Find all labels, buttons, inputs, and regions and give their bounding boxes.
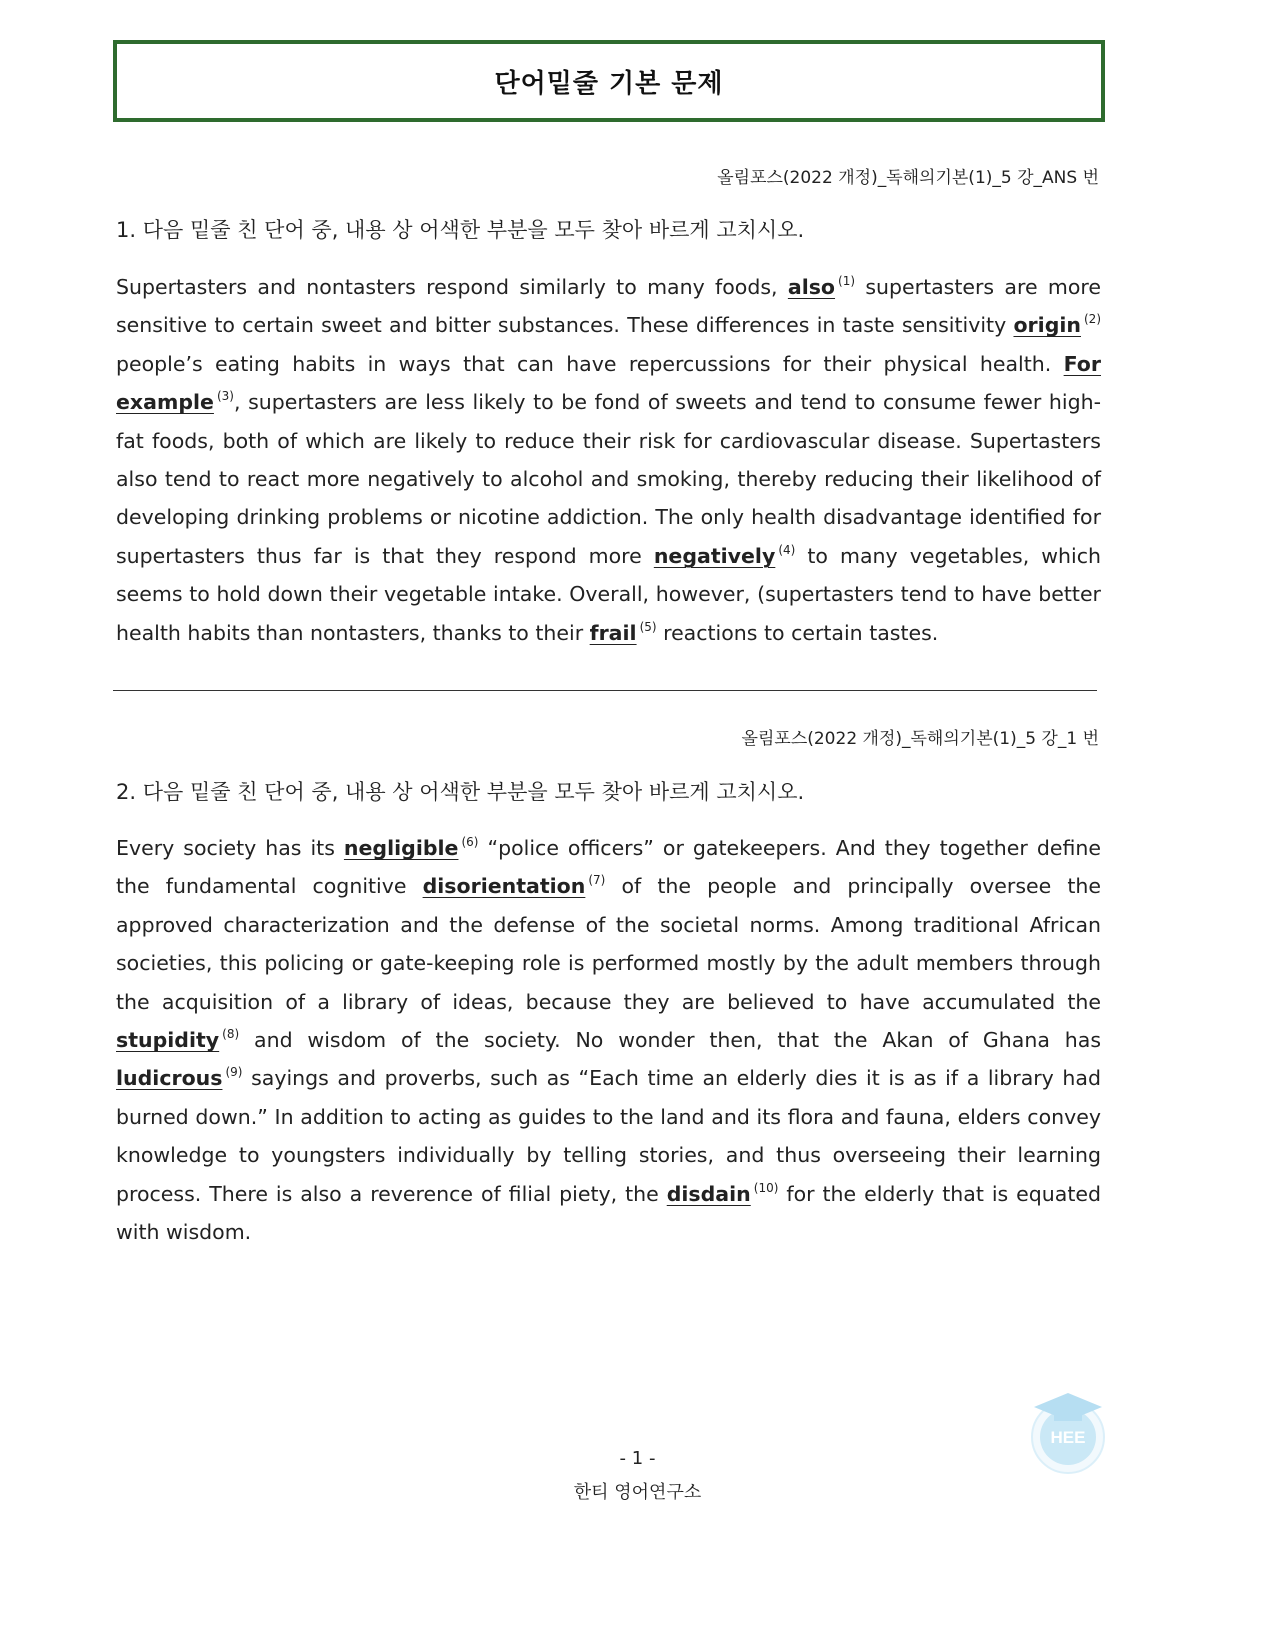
- underlined-word: frail: [589, 620, 637, 645]
- question-1: 1. 다음 밑줄 친 단어 중, 내용 상 어색한 부분을 모두 찾아 바르게 고치시오.: [116, 218, 805, 242]
- underlined-word: disorientation: [422, 874, 586, 899]
- passage-1: [116, 268, 1101, 652]
- item-number: (3): [216, 389, 234, 404]
- underlined-word: origin: [1013, 313, 1081, 338]
- source-label-2: 올림포스(2022 개정)_독해의기본(1)_5 강_1 번: [741, 729, 1099, 749]
- passage-text: of the people and principally oversee the approved characterization and the defense of the societal norms. Among traditional African societies, this policing or gate-keeping role is performed mostly by the adult members through the acquisition of a library of ideas, because they are believed to have accumulated the: [116, 874, 1101, 1014]
- source-label-1: 올림포스(2022 개정)_독해의기본(1)_5 강_ANS 번: [717, 168, 1099, 188]
- passage-2: [116, 829, 1101, 1251]
- institute-name: 한티 영어연구소: [573, 1482, 702, 1503]
- item-number: (5): [639, 619, 657, 634]
- passage-text: for the elderly that is equated with wisdom.: [116, 1181, 1101, 1245]
- page-number: - 1 -: [619, 1448, 656, 1469]
- item-number: (8): [222, 1027, 240, 1042]
- underlined-word: For example: [116, 351, 1101, 415]
- question-2: 2. 다음 밑줄 친 단어 중, 내용 상 어색한 부분을 모두 찾아 바르게 고치시오.: [116, 780, 805, 804]
- underlined-word: stupidity: [116, 1028, 220, 1053]
- item-number: (4): [778, 542, 796, 557]
- item-number: (6): [461, 835, 479, 849]
- underlined-word: also: [787, 275, 836, 299]
- logo-text: HEE: [1050, 1428, 1086, 1447]
- passage-text: sayings and proverbs, such as “Each time an elderly dies it is as if a library had burned down.” In addition to acting as guides to the land and its flora and fauna, elders convey knowledge to youngsters individually by telling stories, and thus overseeing their learning process. There is also a reverence of filial piety, the: [116, 1066, 1101, 1206]
- passage-text: to many vegetables, which seems to hold down their vegetable intake. Overall, however, (supertasters tend to have better health habits than nontasters, thanks to their: [116, 543, 1101, 645]
- underlined-word: negatively: [653, 543, 776, 568]
- item-number: (9): [225, 1065, 243, 1080]
- item-number: (2): [1084, 312, 1101, 327]
- underlined-word: disdain: [666, 1181, 751, 1206]
- item-number: (7): [588, 873, 606, 888]
- page-title: 단어밑줄 기본 문제: [494, 68, 724, 99]
- passage-text: Every society has its: [116, 836, 344, 860]
- passage-text: Supertasters and nontasters respond similarly to many foods,: [116, 275, 788, 299]
- item-number: (1): [838, 274, 856, 288]
- passage-text: people’s eating habits in ways that can have repercussions for their physical health.: [116, 351, 1064, 376]
- item-number: (10): [753, 1180, 779, 1195]
- underlined-word: ludicrous: [116, 1066, 223, 1091]
- underlined-word: negligible: [343, 836, 459, 860]
- title-box: [113, 40, 1105, 122]
- passage-text: supertasters are more sensitive to certain sweet and bitter substances. These differences in taste sensitivity: [116, 275, 1101, 338]
- section-divider: [113, 690, 1097, 691]
- passage-text: reactions to certain tastes.: [656, 620, 939, 645]
- passage-text: “police officers” or gatekeepers. And they together define the fundamental cognitive: [116, 836, 1101, 899]
- passage-text: , supertasters are less likely to be fond of sweets and tend to consume fewer high-fat foods, both of which are likely to reduce their risk for cardiovascular disease. Supertasters also tend to react more negatively to alcohol and smoking, thereby reducing their likelihood of developing drinking problems or nicotine addiction. The only health disadvantage identified for supertasters thus far is that they respond more: [116, 390, 1101, 568]
- passage-text: and wisdom of the society. No wonder then, that the Akan of Ghana has: [239, 1028, 1101, 1053]
